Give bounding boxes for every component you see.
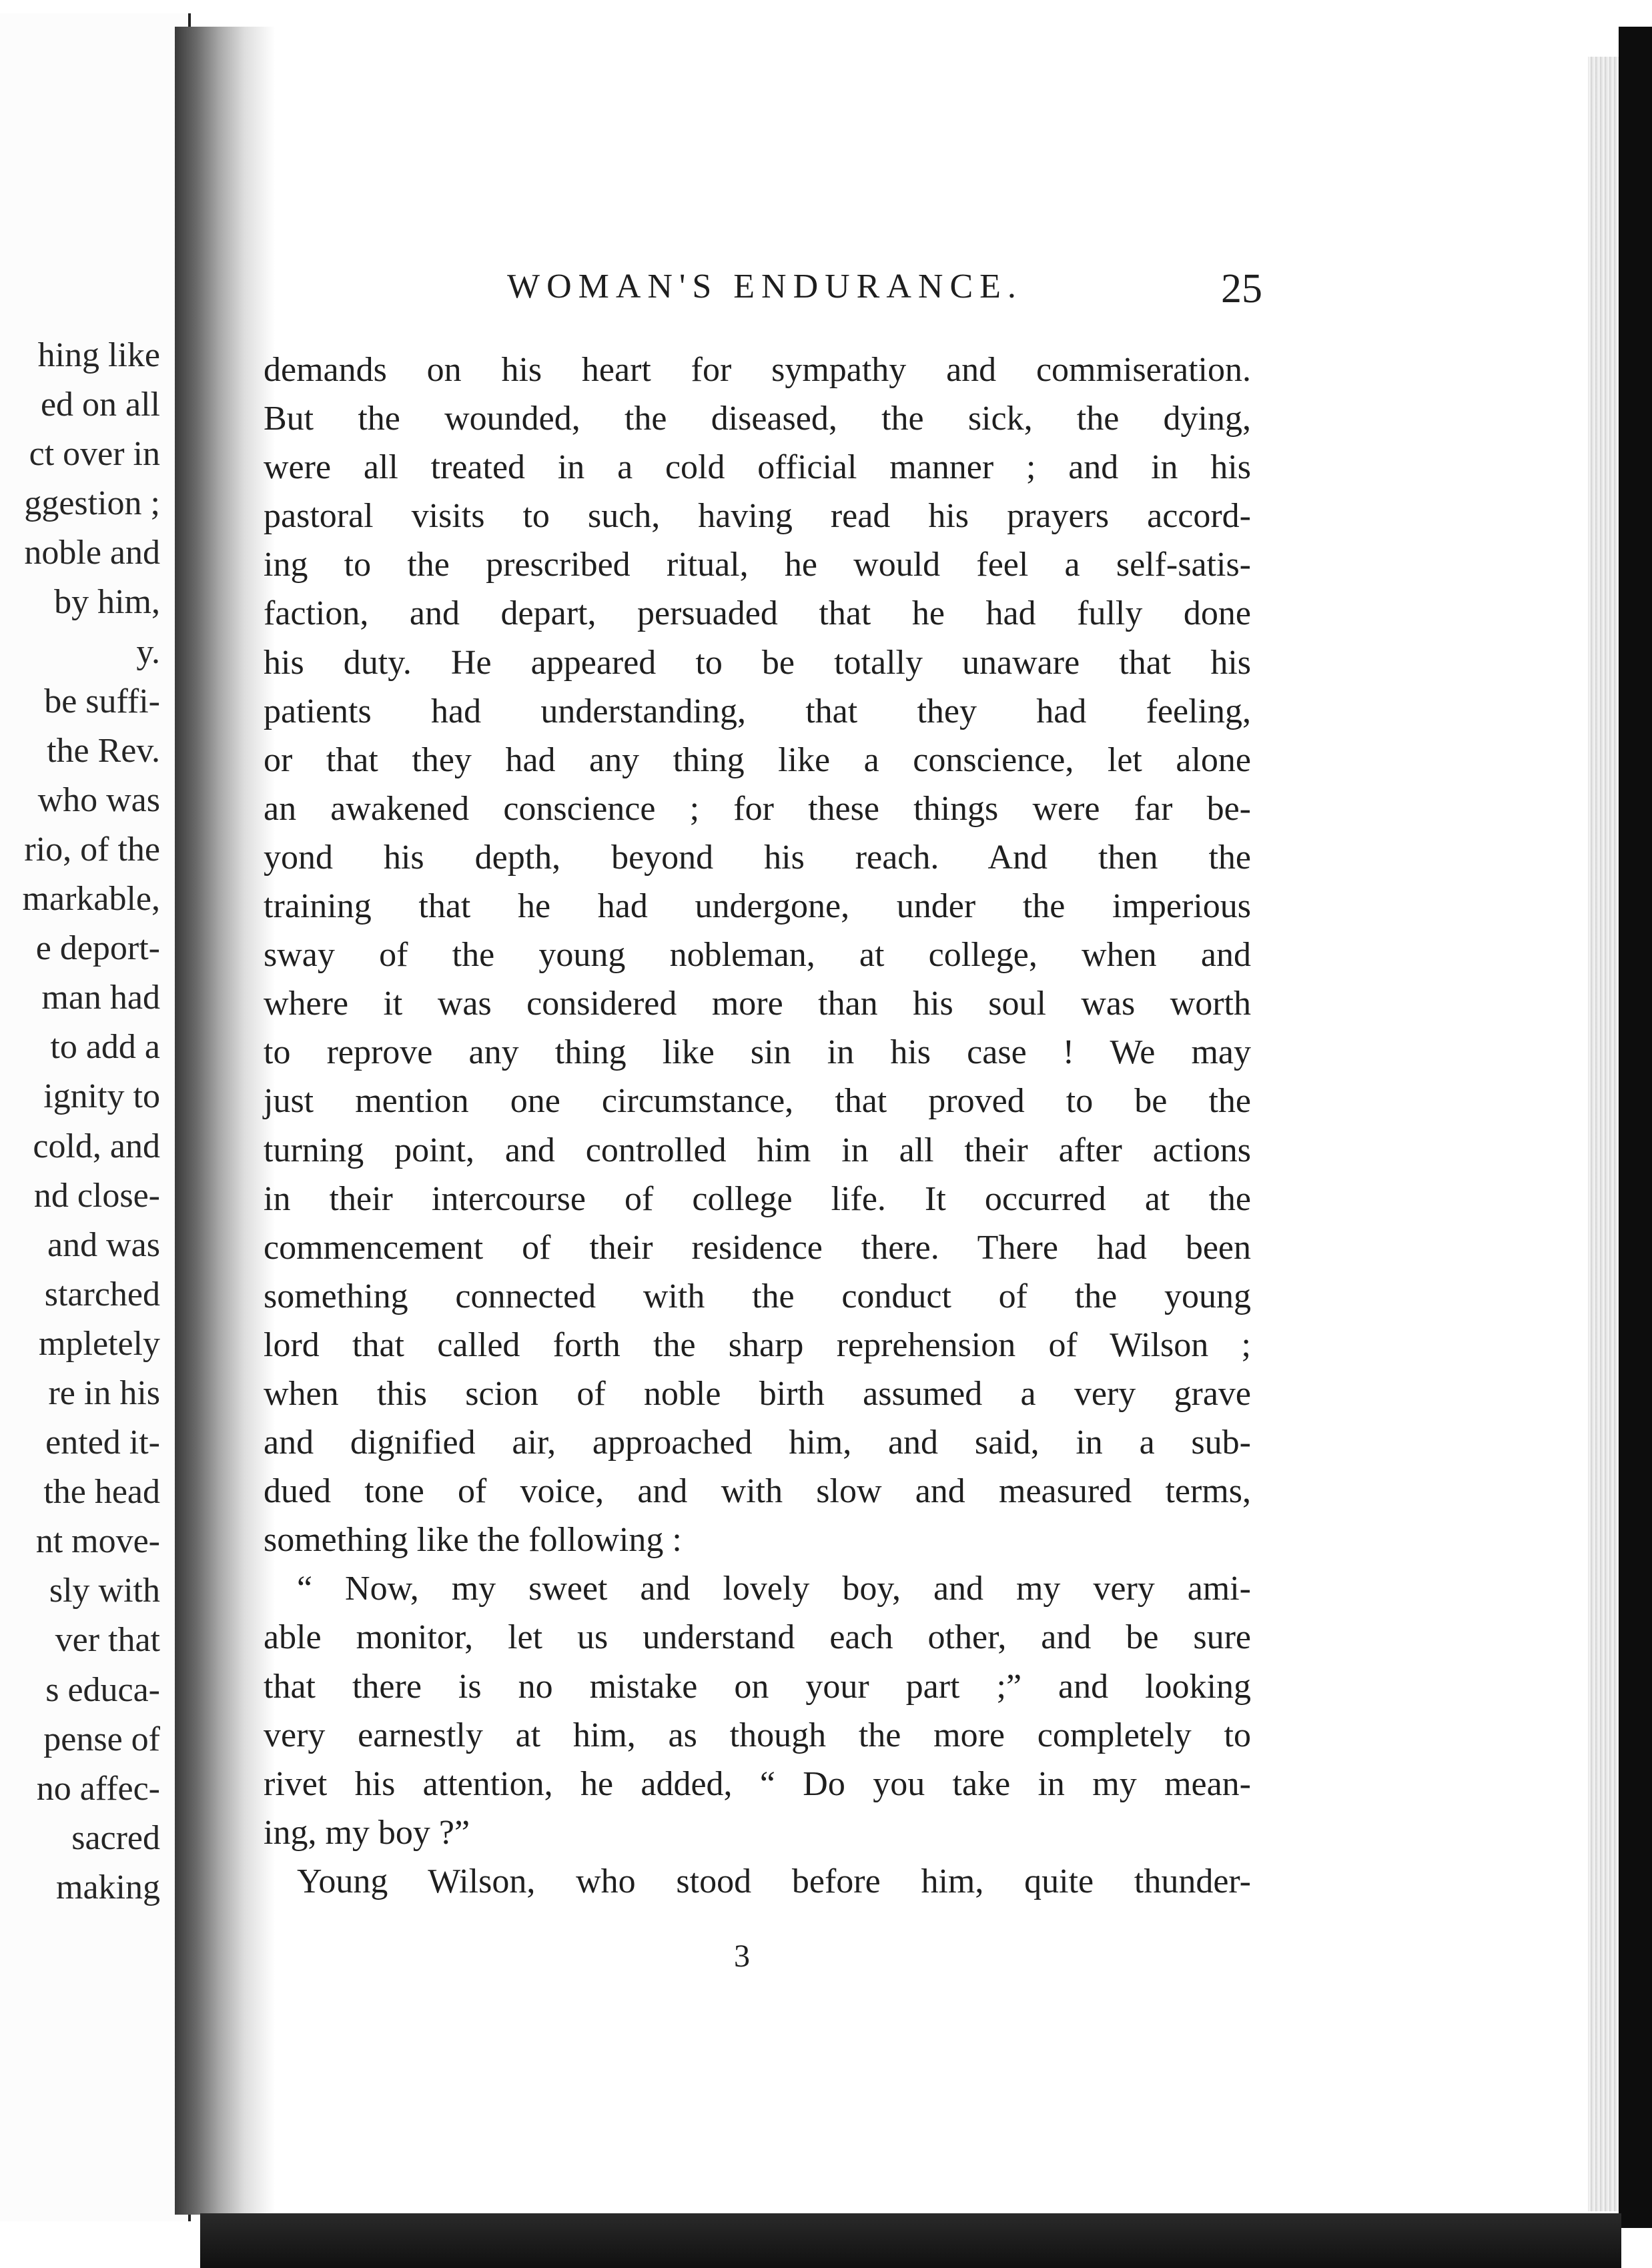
text-line: yond his depth, beyond his reach. And then the <box>264 838 1251 877</box>
facing-line: mpletely <box>39 1324 160 1363</box>
page-number: 25 <box>1221 266 1262 312</box>
text-line: something connected with the conduct of the young <box>264 1277 1251 1315</box>
facing-line: ver that <box>55 1621 160 1660</box>
facing-line: ented it- <box>45 1424 160 1462</box>
text-line: turning point, and controlled him in all their after actions <box>264 1131 1251 1169</box>
facing-line: the Rev. <box>47 731 160 770</box>
text-line: rivet his attention, he added, “ Do you take in my mean- <box>264 1764 1251 1803</box>
body-text <box>264 346 1251 1906</box>
text-line: sway of the young nobleman, at college, when and <box>264 936 1251 975</box>
facing-line: y. <box>136 632 160 671</box>
text-line: But the wounded, the diseased, the sick, the dying, <box>264 400 1251 438</box>
text-line: were all treated in a cold official manner ; and in his <box>264 448 1251 487</box>
running-head: WOMAN'S ENDURANCE. <box>507 267 1023 306</box>
text-line: pastoral visits to such, having read his prayers accord- <box>264 497 1251 536</box>
gutter-shadow <box>175 27 275 2215</box>
facing-line: man had <box>41 979 160 1017</box>
scan-border-bottom <box>200 2213 1621 2268</box>
facing-line: markable, <box>22 880 160 919</box>
text-line: that there is no mistake on your part ;” and looking <box>264 1667 1251 1706</box>
text-line: in their intercourse of college life. It occurred at the <box>264 1179 1251 1218</box>
text-line: demands on his heart for sympathy and commiseration. <box>264 351 1251 389</box>
signature-mark: 3 <box>734 1938 750 1974</box>
facing-line: e deport- <box>35 929 160 968</box>
facing-line: nt move- <box>35 1522 160 1561</box>
facing-line: the head <box>43 1473 160 1512</box>
text-line: patients had understanding, that they had feeling, <box>264 692 1251 730</box>
facing-line: be suffi- <box>44 682 160 720</box>
text-line: very earnestly at him, as though the more completely to <box>264 1716 1251 1754</box>
facing-line: starched <box>44 1275 160 1313</box>
text-line: “ Now, my sweet and lovely boy, and my very ami- <box>297 1570 1251 1608</box>
facing-line: s educa- <box>45 1670 160 1709</box>
scan-border-right <box>1619 27 1652 2228</box>
facing-line: no affec- <box>36 1769 160 1808</box>
facing-line: who was <box>37 780 160 819</box>
text-line: something like the following : <box>264 1521 682 1560</box>
text-line: lord that called forth the sharp reprehension of Wilson ; <box>264 1325 1251 1364</box>
facing-line: nd close- <box>33 1176 160 1215</box>
facing-line: ggestion ; <box>24 484 160 523</box>
facing-line: rio, of the <box>24 830 160 869</box>
text-line: ing to the prescribed ritual, he would feel a self-satis- <box>264 546 1251 584</box>
text-line: or that they had any thing like a conscience, let alone <box>264 740 1251 779</box>
text-line: when this scion of noble birth assumed a very grave <box>264 1374 1251 1413</box>
facing-line: sacred <box>71 1818 160 1857</box>
text-line: dued tone of voice, and with slow and measured terms, <box>264 1472 1251 1511</box>
text-line: commencement of their residence there. There had been <box>264 1228 1251 1267</box>
facing-page-left <box>0 13 191 2221</box>
facing-line: pense of <box>43 1720 160 1758</box>
text-line: his duty. He appeared to be totally unaware that his <box>264 643 1251 682</box>
facing-line: to add a <box>50 1028 160 1067</box>
text-line: faction, and depart, persuaded that he had fully done <box>264 594 1251 633</box>
facing-line: and was <box>47 1225 160 1264</box>
text-line: able monitor, let us understand each other, and be sure <box>264 1618 1251 1657</box>
text-line: where it was considered more than his soul was worth <box>264 985 1251 1023</box>
facing-page-text <box>0 331 160 1912</box>
facing-line: by him, <box>54 583 160 622</box>
text-line: and dignified air, approached him, and said, in a sub- <box>264 1424 1251 1462</box>
page-edges <box>1588 57 1622 2211</box>
facing-line: cold, and <box>33 1127 160 1165</box>
facing-line: ignity to <box>43 1077 160 1116</box>
text-line: ing, my boy ?” <box>264 1813 470 1852</box>
text-line: training that he had undergone, under the imperious <box>264 887 1251 926</box>
facing-line: sly with <box>49 1572 160 1610</box>
text-line: to reprove any thing like sin in his case ! We may <box>264 1033 1251 1072</box>
facing-line: noble and <box>24 534 160 572</box>
facing-line: re in his <box>48 1373 160 1412</box>
facing-line: hing like <box>37 336 160 374</box>
text-line: an awakened conscience ; for these things were far be- <box>264 789 1251 828</box>
text-line: Young Wilson, who stood before him, quite thunder- <box>297 1862 1251 1900</box>
facing-line: making <box>56 1868 160 1906</box>
facing-line: ed on all <box>40 386 160 424</box>
facing-line: ct over in <box>29 435 160 474</box>
text-line: just mention one circumstance, that proved to be the <box>264 1082 1251 1121</box>
